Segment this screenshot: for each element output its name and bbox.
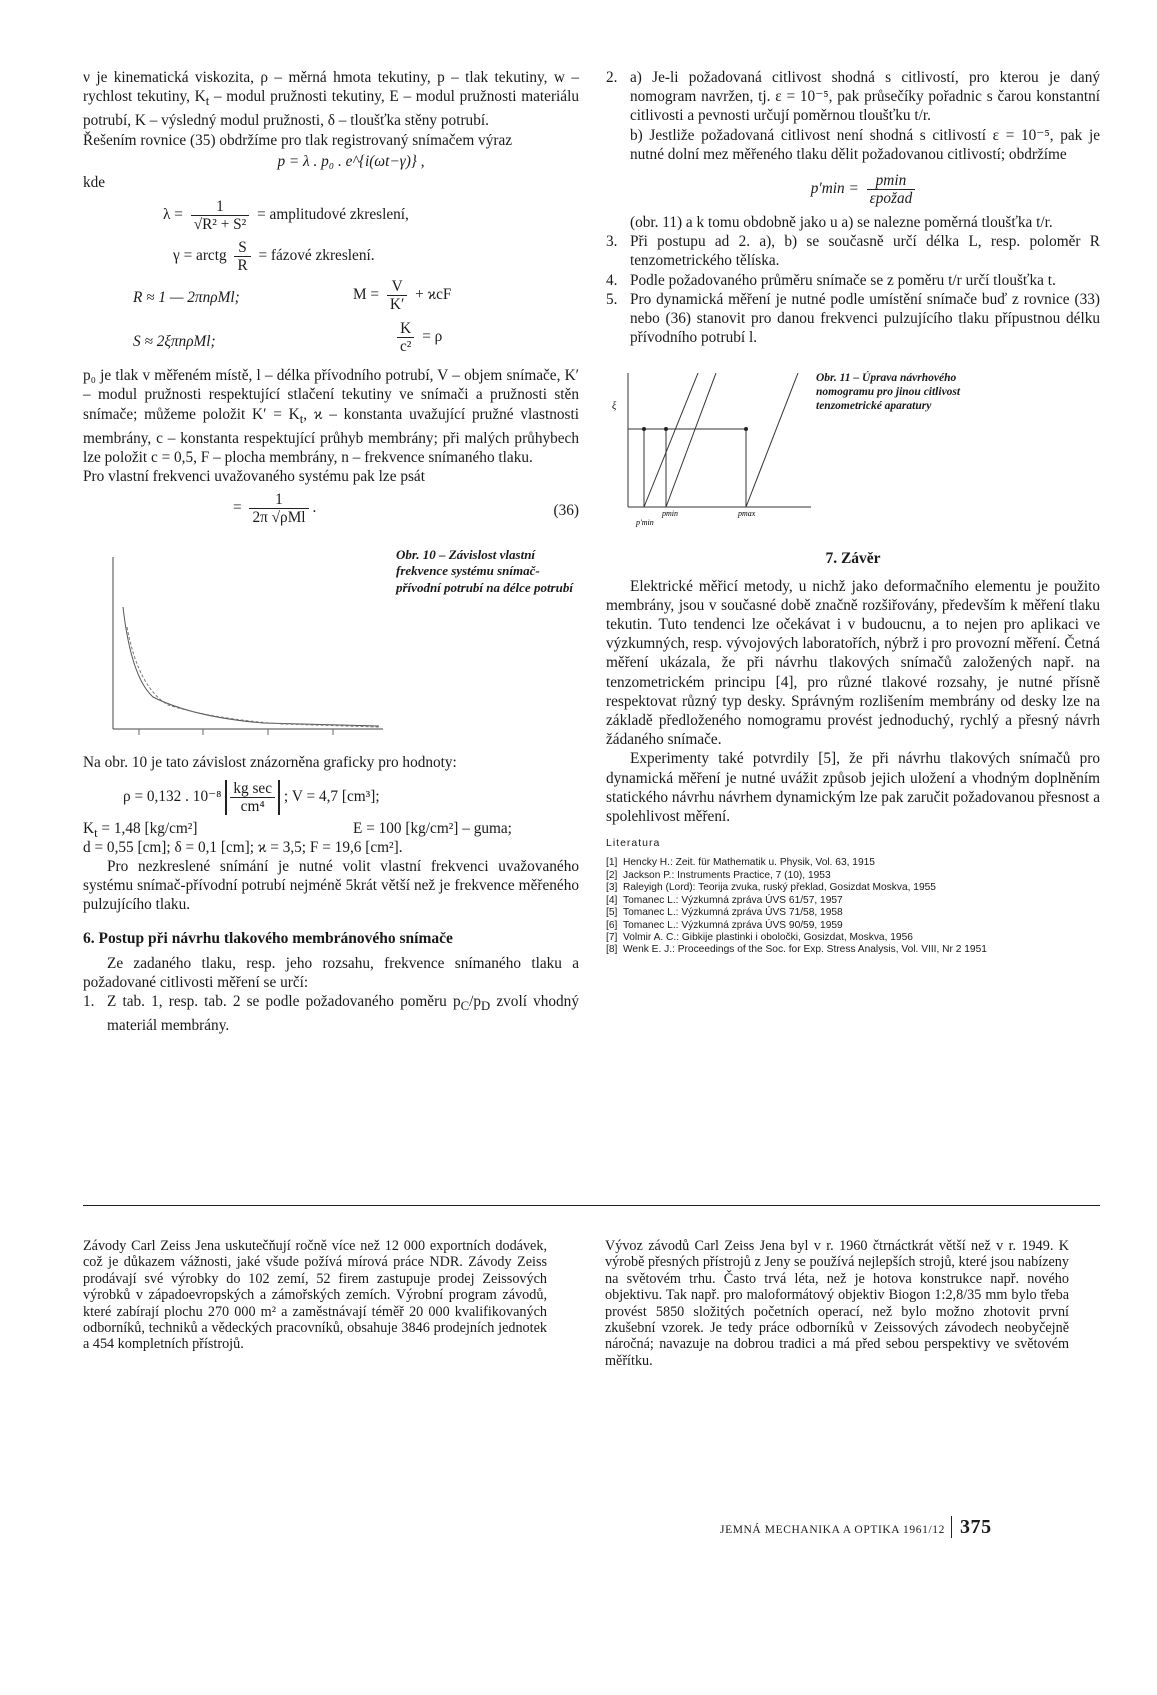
page-number: 375 (951, 1516, 992, 1538)
denominator: c² (400, 338, 412, 356)
eq-text: E = 100 [kg/cm²] – guma; (353, 819, 512, 837)
reference-text: Hencky H.: Zeit. für Mathematik u. Physik, Vol. 63, 1915 (623, 857, 875, 869)
journal-name: JEMNÁ MECHANIKA A OPTIKA 1961/12 (720, 1524, 945, 1536)
reference-item (606, 944, 1100, 956)
eq-K (393, 320, 442, 355)
reference-text: Raleyigh (Lord): Teorija zvuka, ruský překlad, Gosizdat Moskva, 1955 (623, 882, 936, 894)
eq-text: = fázové zkreslení. (258, 247, 375, 265)
fraction (397, 320, 414, 355)
denominator: √R² + S² (193, 216, 247, 234)
reference-text: Tomanec L.: Výzkumná zpráva ÚVS 90/59, 1959 (623, 919, 843, 931)
reference-item (606, 882, 1100, 894)
fraction (387, 278, 407, 313)
reference-number: [4] (606, 894, 618, 906)
eq-text: $K_t = 1,48$ [kg/cm²] (83, 819, 198, 840)
references-heading: Literatura (606, 837, 661, 850)
reference-text: Tomanec L.: Výzkumná zpráva ÚVS 71/58, 1958 (623, 907, 843, 919)
reference-number: [5] (606, 907, 618, 919)
values-line-1 (123, 780, 579, 815)
reference-item (606, 907, 1100, 919)
paragraph: ν je kinematická viskozita, ρ – měrná hmota tekutiny, p – tlak tekutiny, w – rychlost tekutiny, $K_t$ – modul pružnosti tekutiny, E – modul pružnosti materiálu potrubí, K – výsledný modul pružnosti, δ – tloušťka stěny potrubí. (83, 69, 579, 130)
list-text: (obr. 11) a k tomu obdobně jako u a) se nalezne poměrná tloušťka t/r. (630, 214, 1053, 232)
eq-text: = ρ (422, 328, 443, 346)
numerator: V (387, 278, 407, 296)
equation-R-M (133, 278, 579, 316)
eq-text: ; V = 4,7 [cm³]; (283, 787, 380, 805)
reference-text: Jackson P.: Instruments Practice, 7 (10), 1953 (623, 869, 831, 881)
list-number: 5. (606, 290, 618, 308)
eq-text: R ≈ 1 — 2πnρMl; (133, 289, 240, 307)
paragraph: Experimenty také potvrdily [5], že při návrhu tlakových snímačů pro dynamická měření je nutné uvážit způsob jejich uložení a vhodným doplněním statického návrhu návrhem dynamickým lze pak zaručit požadovanou přesnost a spolehlivost měření. (606, 750, 1100, 826)
equation-36 (83, 491, 579, 535)
numerator: pmin (867, 172, 916, 190)
figure-10 (83, 547, 579, 747)
denominator: R (237, 257, 248, 275)
reference-text: Wenk E. J.: Proceedings of the Soc. for Exp. Stress Analysis, Vol. VIII, Nr 2 1951 (623, 944, 987, 956)
list-text: a) Je-li požadovaná citlivost shodná s citlivostí, pro kterou je daný nomogram navržen, tj. ε = 10⁻⁵, pak průsečíky pořadnic s čarou konstantní citlivosti a pevnosti určují poměrnou tloušťku t/r. (630, 69, 1100, 125)
paragraph: Pro nezkreslené snímání je nutné volit vlastní frekvenci uvažovaného systému snímač-přívodní potrubí nejméně 5krát větší než je frekvence měřeného pulzujícího tlaku. (83, 857, 579, 914)
list-text: Podle požadovaného průměru snímače se z poměru t/r určí tloušťka t. (630, 271, 1056, 289)
equation-p: p = λ . p₀ . e^{i(ωt−γ)} , (277, 152, 425, 170)
list-item (606, 290, 1100, 348)
reference-number: [6] (606, 919, 618, 931)
x-tick-label: pmin (662, 509, 678, 519)
eq-text: p′min = (810, 180, 859, 198)
denominator: cm⁴ (240, 797, 265, 815)
fraction (230, 780, 275, 815)
list-text: Pro dynamická měření je nutné podle umístění snímače buď z rovnice (33) nebo (36) stanovit pro danou frekvenci pulzujícího tlaku přípustnou délku přívodního potrubí l. (630, 290, 1100, 347)
list-item (606, 68, 1100, 232)
list-item (606, 232, 1100, 270)
references-list (606, 857, 1100, 956)
bottom-notice-right: Vývoz závodů Carl Zeiss Jena byl v r. 1960 čtrnáctkrát větší než v r. 1949. K výrobě přesných přístrojů z Jeny se používá nejlepších strojů, které jsou nabízeny na světovém trhu. Často trvá léta, než je hotova konstrukce např. nového objektivu. Tak např. pro maloformátový objektiv Biogon 1:2,8/35 mm bylo třeba provést 5850 složitých početních operací, než bylo možno zhotovit první zkušební vzorek. Je tedy práce odborníků v Zeissových závodech neobyčejně náročná; navazuje na dobrou tradici a má před sebou perspektivy ve světovém měřítku. (605, 1238, 1069, 1369)
paragraph: p₀ je tlak v měřeném místě, l – délka přívodního potrubí, V – objem snímače, K′ – modul pružnosti respektující stlačení tekutiny ve snímači a pružnosti stěn snímače; můžeme položit $K' = K_t$, ϰ – konstanta uvažující pružné vlastnosti membrány, c – konstanta respektující průhyb membrány; při malých průhybech lze položit c = 0,5, F – plocha membrány, n – frekvence snímaného tlaku. (83, 367, 579, 467)
equation-gamma (173, 239, 579, 274)
eq-text: S ≈ 2ξπnρMl; (133, 333, 216, 351)
equation-lambda (163, 198, 579, 233)
reference-number: [2] (606, 869, 618, 881)
reference-item (606, 932, 1100, 944)
figure-11-nomogram (606, 369, 816, 529)
reference-number: [8] (606, 944, 618, 956)
reference-number: [3] (606, 882, 618, 894)
steps-list (83, 992, 579, 1035)
numerator: S (234, 239, 250, 257)
reference-text: Tomanec L.: Výzkumná zpráva ÚVS 61/57, 1957 (623, 894, 843, 906)
values-line-2 (83, 819, 579, 838)
x-tick-label: p′min (636, 518, 654, 528)
list-text: Při postupu ad 2. a), b) se současně určí délka L, resp. poloměr R tenzometrického tělíska. (630, 233, 1100, 270)
fraction (867, 172, 916, 207)
eq-text: γ = arctg (173, 247, 227, 265)
eq-M (353, 278, 451, 313)
reference-item (606, 870, 1100, 882)
reference-number: [1] (606, 857, 618, 869)
denominator: K′ (389, 296, 405, 314)
list-number: 1. (83, 993, 95, 1011)
equation-pmin (630, 172, 1100, 207)
left-column (83, 68, 579, 1036)
reference-item (606, 895, 1100, 907)
reference-item (606, 857, 1100, 869)
eq-text: = amplitudové zkreslení, (257, 206, 409, 224)
list-number: 2. (606, 69, 618, 86)
values-line-3: d = 0,55 [cm]; δ = 0,1 [cm]; ϰ = 3,5; F = 19,6 [cm²]. (83, 838, 403, 856)
horizontal-rule (83, 1205, 1100, 1206)
list-text: b) Jestliže požadovaná citlivost není shodná s citlivostí ε = 10⁻⁵, pak je nutné dolní mez měřeného tlaku dělit požadovanou citlivostí; obdržíme (630, 126, 1100, 163)
paragraph: Ze zadaného tlaku, resp. jeho rozsahu, frekvence snímaného tlaku a požadované citlivosti měření se určí: (83, 954, 579, 991)
eq-text: M = (353, 286, 380, 304)
reference-number: [7] (606, 931, 618, 943)
equation-S-K (133, 320, 579, 360)
denominator: εpožad (869, 190, 913, 208)
list-number: 3. (606, 233, 618, 251)
page-footer (720, 1516, 992, 1539)
denominator: 2π √ρMl (252, 508, 306, 526)
equation-number: (36) (553, 501, 579, 519)
eq-36-body: = $\frac{1}{\text{2π √ρMl}}$ . (233, 490, 317, 526)
fraction (234, 239, 250, 274)
steps-list-continued (606, 68, 1100, 347)
eq-text: ρ = 0,132 . 10⁻⁸ (123, 787, 222, 805)
bottom-notice-left: Závody Carl Zeiss Jena uskutečňují ročně více než 12 000 exportních dodávek, což je důkazem vážnosti, jaké všude požívá mírová práce NDR. Závody Zeiss prodávají své výrobky do 102 zemí, 52 firem zastupuje prodej Zeissových výrobků v západoevropských a zámořských zemích. Výrobní program závodů, které zabírají plochu 270 000 m² a zaměstnávají téměř 20 000 kvalifikovaných odborníků, techniků a vědeckých pracovníků, obsahuje 3846 prodejních jednotek a 454 kompletních přístrojů. (83, 1238, 547, 1353)
bracket (225, 780, 280, 815)
paragraph: Řešením rovnice (35) obdržíme pro tlak registrovaný snímačem výraz (83, 131, 513, 149)
fraction (249, 491, 308, 526)
y-axis-label: ξ (612, 401, 617, 413)
x-tick-label: pmax (738, 509, 756, 519)
figure-10-caption: Obr. 10 – Závislost vlastní frekvence systému snímač-přívodní potrubí na délce potrubí (396, 546, 573, 595)
figure-11-caption: Obr. 11 – Úprava návrhového nomogramu pro jinou citlivost tenzometrické aparatury (816, 372, 961, 413)
list-number: 4. (606, 271, 618, 289)
figure-10-plot (83, 547, 383, 747)
reference-item (606, 920, 1100, 932)
list-item (606, 271, 1100, 290)
section-heading-7: 7. Závěr (825, 550, 881, 568)
numerator: 1 (191, 198, 250, 216)
list-item (83, 992, 579, 1035)
paragraph: Pro vlastní frekvenci uvažovaného systému pak lze psát (83, 468, 425, 486)
eq-text: + ϰcF (415, 286, 452, 304)
paragraph: Elektrické měřicí metody, u nichž jako deformačního elementu je použito membrány, jsou v současné době značně rozšiřovány, především k měření tlaku tekutin. Tuto tendenci lze očekávat i v budoucnu, a to nejen pro aplikaci ve výzkumných, resp. vývojových laboratořích, nýbrž i pro provozní měření. Četná měření ukázala, že při návrhu tlakových snímačů založených např. na tenzometrickém principu [4], pro různé tlakové rozsahy, je nutné přísně respektovat různý typ desky. Správným rozlišením membrány od desky lze na základě předloženého nomogramu provést jednoduchý, rychlý a přesný návrh žádaného snímače. (606, 577, 1100, 749)
eq-text: λ = (163, 206, 183, 224)
numerator: kg sec (230, 780, 275, 798)
figure-11 (606, 369, 1100, 529)
right-column (606, 68, 1100, 957)
label-kde: kde (83, 174, 106, 192)
numerator: K (397, 320, 414, 338)
numerator: 1 (249, 491, 308, 509)
reference-text: Volmir A. C.: Gibkije plastinki i oboločki, Gosizdat, Moskva, 1956 (623, 931, 913, 943)
section-heading-6: 6. Postup při návrhu tlakového membránového snímače (83, 929, 453, 947)
list-text: Z tab. 1, resp. tab. 2 se podle požadovaného poměru $p_C/p_D$ zvolí vhodný materiál membrány. (107, 993, 579, 1035)
fraction (191, 198, 250, 233)
paragraph: Na obr. 10 je tato závislost znázorněna graficky pro hodnoty: (83, 753, 457, 771)
